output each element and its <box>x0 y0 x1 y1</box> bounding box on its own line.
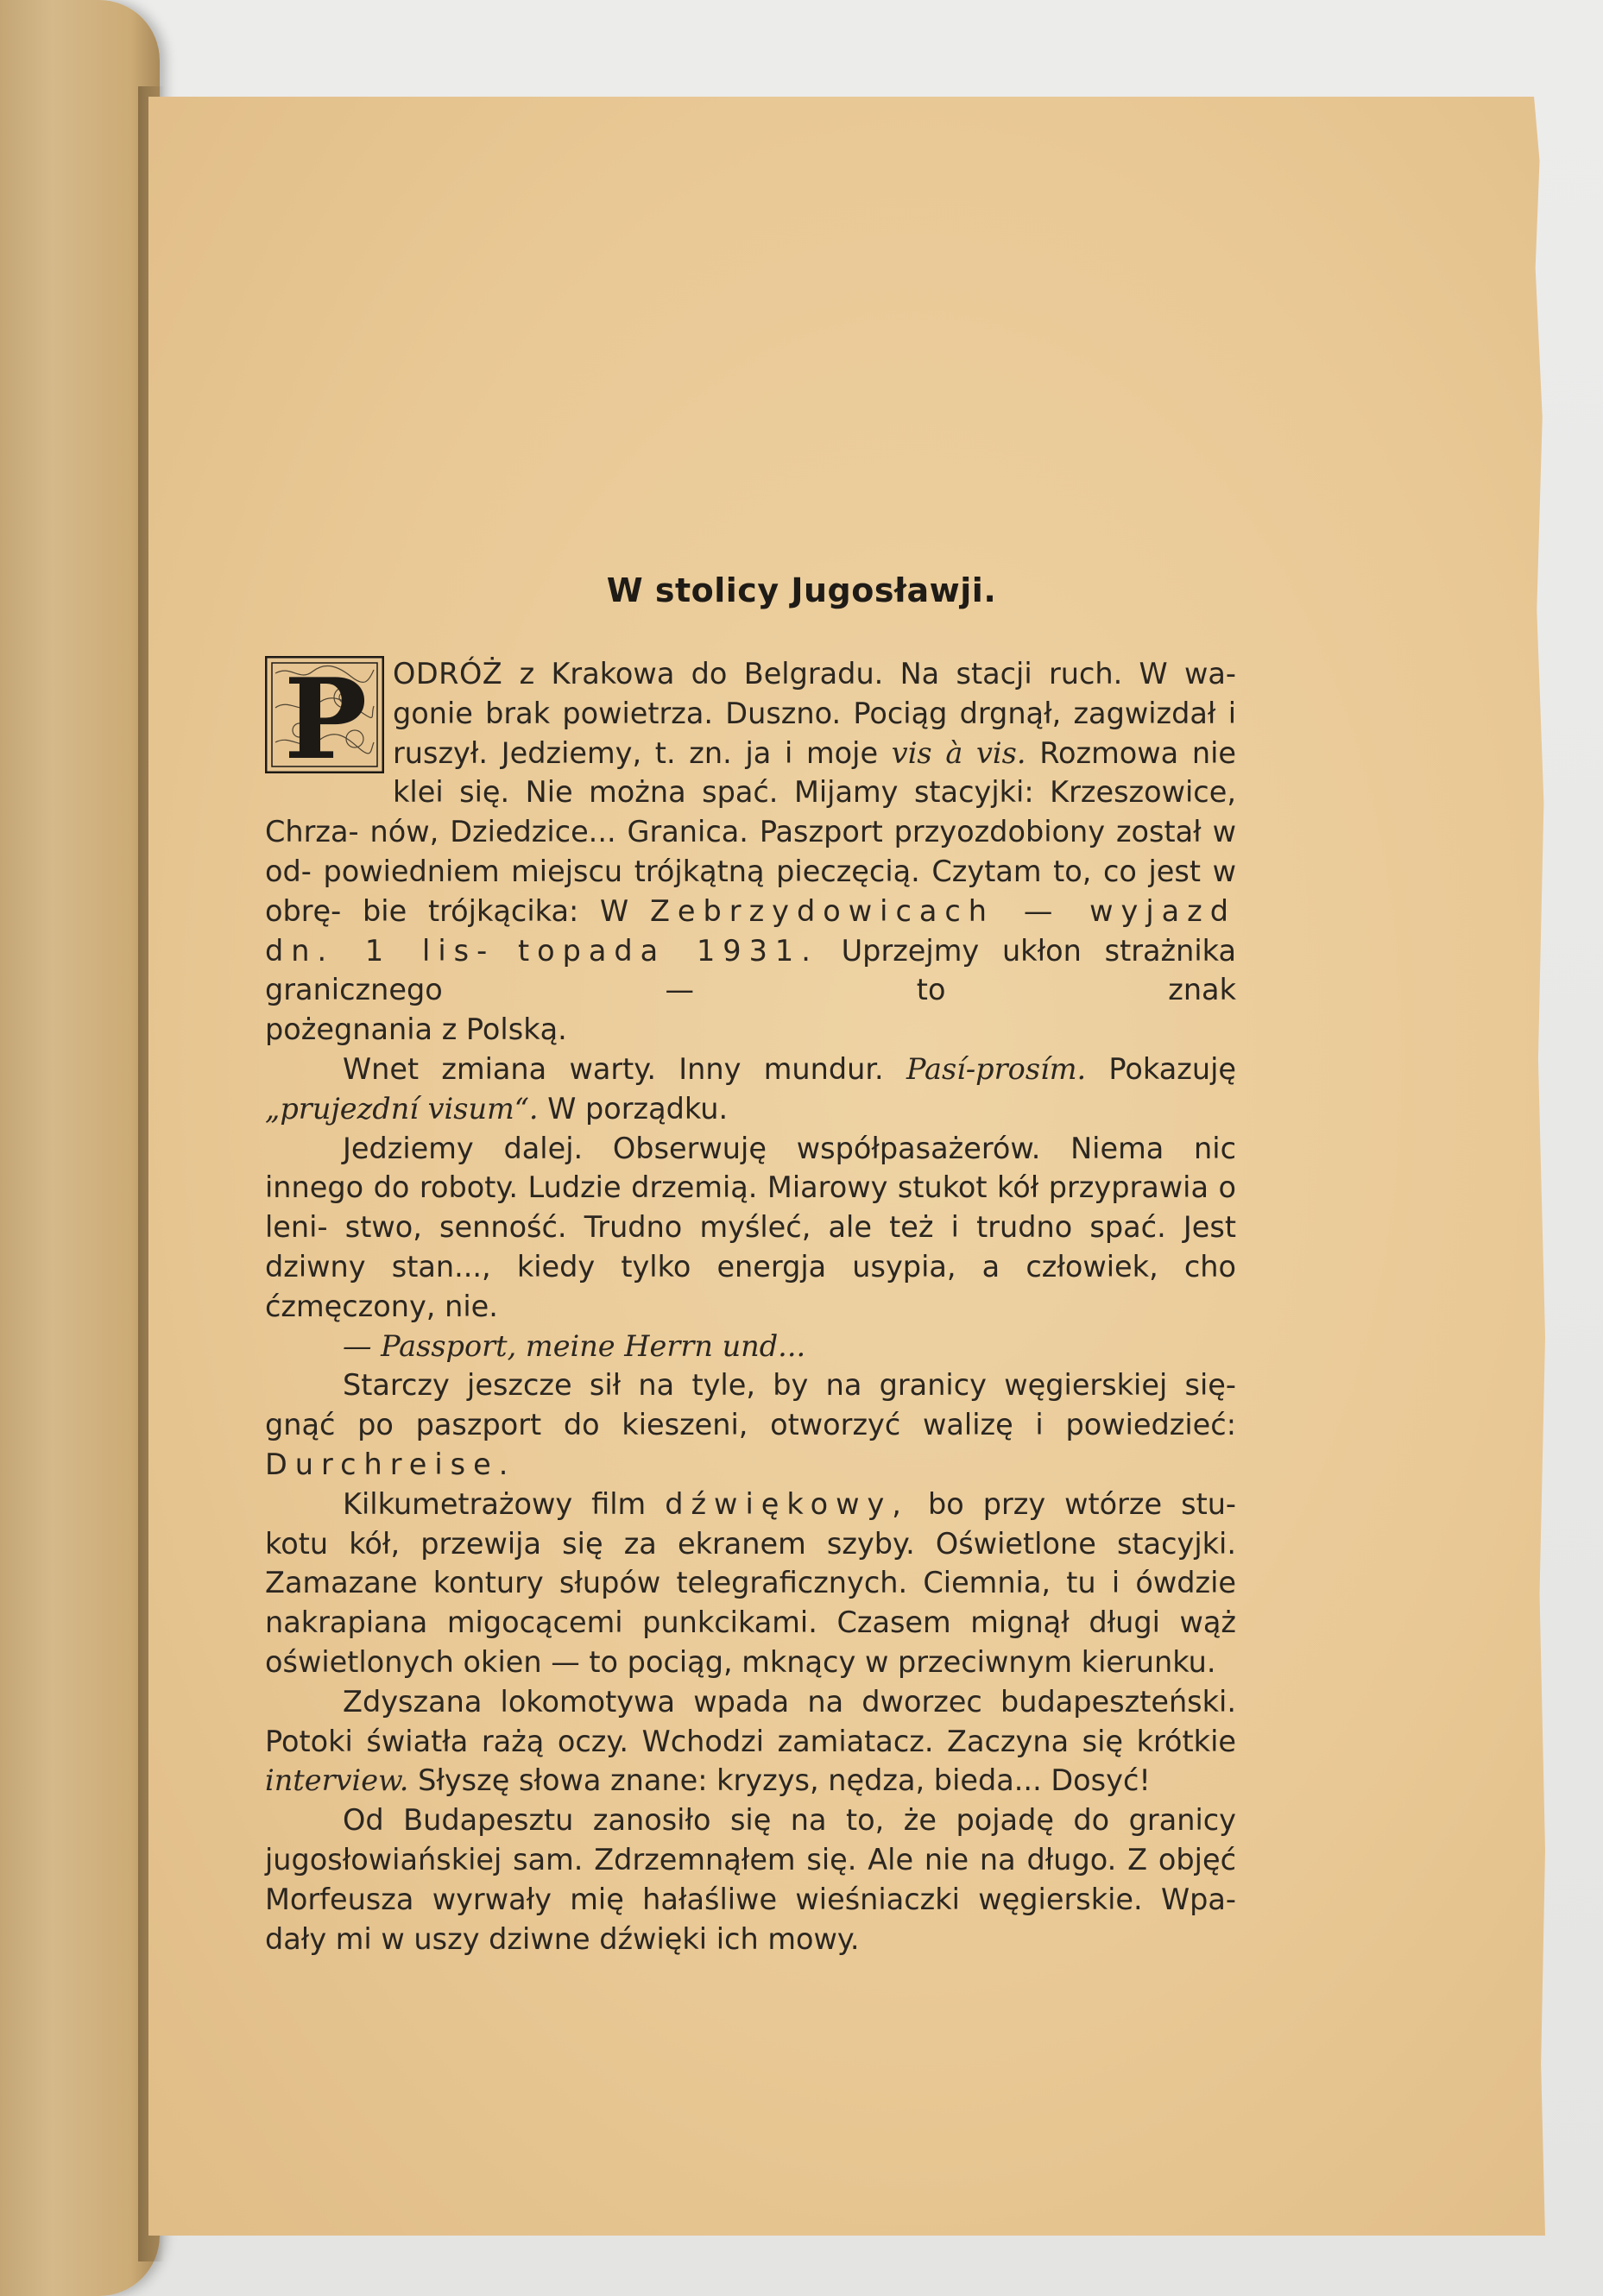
paragraph-5: Starczy jeszcze sił na tyle, by na granicy węgierskiej się- gnąć po paszport do kieszeni, otworzyć walizę i powiedzieć: <box>265 1368 1236 1442</box>
paragraph-8: Od Budapesztu zanosiło się na to, że pojadę do granicy jugosłowiańskiej sam. Zdrzemnąłem się. Ale nie na długo. Z objęć Morfeusza wyrwały mię hałaśliwe wieśniaczki węgierskie. Wpa- dały mi w uszy dziwne dźwięki ich mowy. <box>265 1803 1236 1956</box>
paragraph-2-end: „prujezdní visum“. W porządku. <box>265 1091 729 1126</box>
paragraph-2: Wnet zmiana warty. Inny mundur. Pasí-prosím. Pokazuję <box>343 1051 1236 1086</box>
paragraph-5-end: Durchreise. <box>265 1447 516 1481</box>
paragraph-1: ODRÓŻ z Krakowa do Belgradu. Na stacji ruch. W wa- gonie brak powietrza. Duszno. Pociąg drgnął, zagwizdał i ruszył. Jedziemy, t. zn. ja i moje vis à vis. Rozmowa nie klei się. Nie można spać. Mijamy stacyjki: Krzeszowice, Chrza- nów, Dziedzice... Granica. Paszport przyozdobiony został w od- powiedniem miejscu trójkątną pieczęcią. Czytam to, co jest w obrę- bie trójkącika: W Zebrzydowicach — wyjazd dn. 1 lis- topada 1931. Uprzejmy ukłon strażnika granicznego — to znak <box>265 657 1237 1007</box>
ornamental-letter-icon <box>265 656 384 773</box>
opening-caps: ODRÓŻ <box>393 657 503 691</box>
chapter-heading: W stolicy Jugosławji. <box>606 571 997 609</box>
paragraph-3: Jedziemy dalej. Obserwuję współpasażerów. Niema nic innego do roboty. Ludzie drzemią. Miarowy stukot kół przyprawia o leni- stwo, senność. Trudno myśleć, ale też i trudno spać. Jest dziwny stan..., kiedy tylko energja usypia, a człowiek, cho ćzmęczony, nie. <box>265 1131 1237 1323</box>
svg-text:P: P <box>284 656 368 773</box>
decorative-initial-p <box>265 656 384 773</box>
left-page-edge <box>0 0 160 2296</box>
paragraph-4-dialogue: — Passport, meine Herrn und... <box>343 1328 806 1363</box>
paragraph-6: Kilkumetrażowy film dźwiękowy, bo przy wtórze stu- kotu kół, przewija się za ekranem szyby. Oświetlone stacyjki. Zamazane kontury słupów telegraficznych. Ciemnia, tu i ówdzie nakrapiana migocącemi punkcikami. Czasem mignął długi wąż oświetlonych okien — to pociąg, mknący w przeciwnym kierunku. <box>265 1486 1237 1679</box>
paragraph-7: Zdyszana lokomotywa wpada na dworzec budapeszteński. Potoki światła rażą oczy. Wchodzi zamiatacz. Zaczyna się krótkie interview. Słyszę słowa znane: kryzys, nędza, bieda... Dosyć! <box>265 1684 1236 1798</box>
body-text <box>265 654 1236 1959</box>
paragraph-1-end: pożegnania z Polską. <box>265 1012 567 1047</box>
